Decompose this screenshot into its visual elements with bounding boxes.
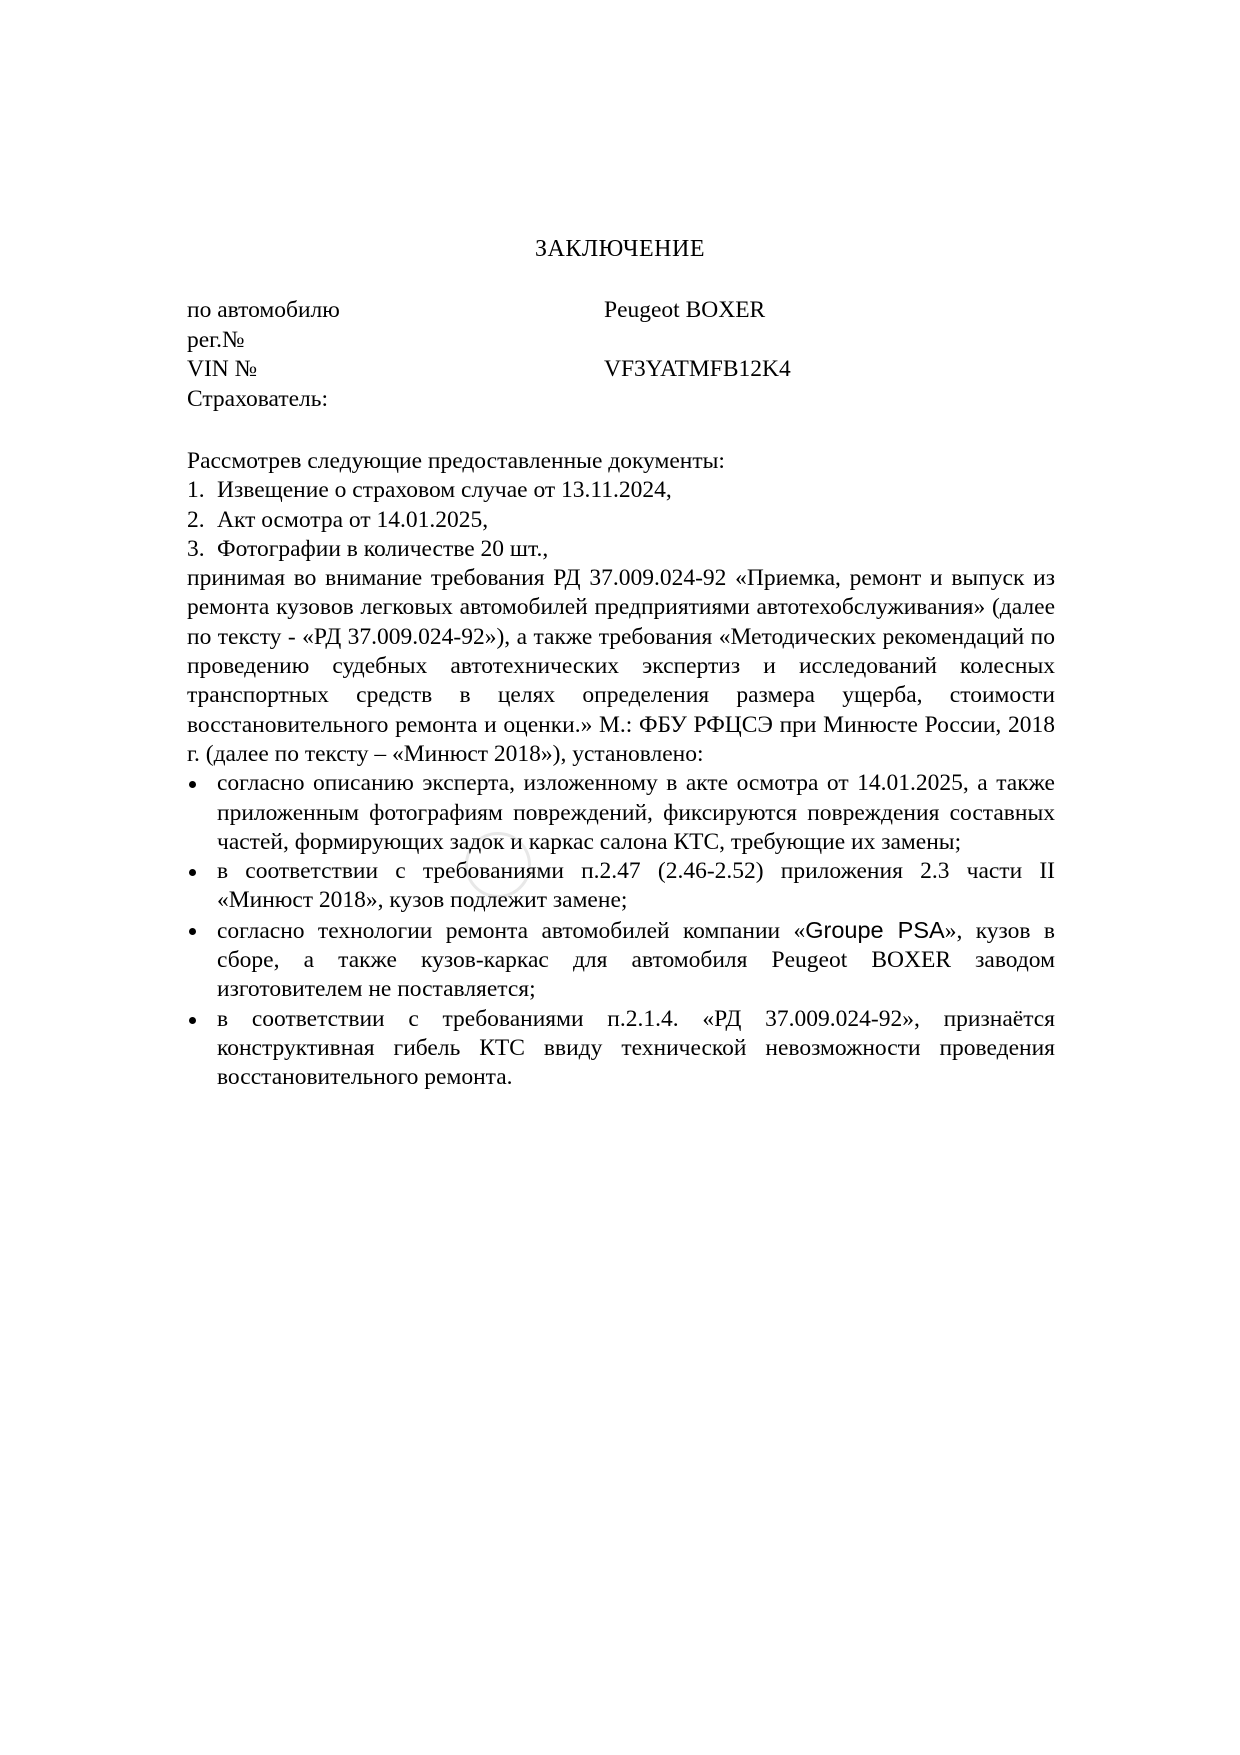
list-item bbox=[187, 1005, 1055, 1093]
list-item bbox=[187, 506, 1055, 535]
bullet-icon bbox=[187, 1005, 217, 1093]
documents-list bbox=[187, 476, 1055, 564]
finding-text-part: согласно технологии ремонта автомобилей компании « bbox=[217, 917, 806, 944]
list-item bbox=[187, 535, 1055, 564]
list-item bbox=[187, 769, 1055, 857]
list-item bbox=[187, 916, 1055, 1005]
bullet-icon bbox=[187, 769, 217, 857]
findings-list bbox=[187, 769, 1055, 1092]
meta-row-vin bbox=[187, 355, 791, 385]
meta-label-reg: рег.№ bbox=[187, 326, 245, 353]
document-body bbox=[187, 447, 1055, 1093]
meta-value-vin: VF3YATMFB12K4 bbox=[604, 356, 791, 382]
meta-row-insured bbox=[187, 385, 791, 415]
list-item bbox=[187, 476, 1055, 505]
meta-label-vin: VIN № bbox=[187, 356, 258, 382]
meta-label-vehicle: по автомобилю bbox=[187, 297, 340, 323]
meta-row-reg bbox=[187, 326, 791, 356]
list-item bbox=[187, 857, 1055, 916]
bullet-icon bbox=[187, 857, 217, 916]
finding-text bbox=[217, 916, 1055, 1005]
considering-paragraph: принимая во внимание требования РД 37.009.024-92 «Приемка, ремонт и выпуск из ремонта кузовов легковых автомобилей предприятиями автотехобслуживания» (далее по тексту - «РД 37.009.024-92»), а также требования «Методических рекомендаций по проведению судебных автотехнических экспертиз и исследований колесных транспортных средств в целях определения размера ущерба, стоимости восстановительного ремонта и оценки.» М.: ФБУ РФЦСЭ при Минюсте России, 2018 г. (далее по тексту – «Минюст 2018»), установлено: bbox=[187, 565, 1055, 767]
finding-text: согласно описанию эксперта, изложенному в акте осмотра от 14.01.2025, а также приложенным фотографиям повреждений, фиксируются повреждения составных частей, формирующих задок и каркас салона КТС, требующие их замены; bbox=[217, 770, 1055, 855]
intro-paragraph: Рассмотрев следующие предоставленные документы: bbox=[187, 448, 725, 474]
company-name: Groupe PSA bbox=[805, 916, 945, 943]
list-text: Извещение о страховом случае от 13.11.2024, bbox=[217, 477, 672, 504]
list-number: 3. bbox=[187, 535, 205, 562]
bullet-icon bbox=[187, 916, 217, 1005]
vehicle-info bbox=[187, 296, 791, 414]
finding-text: в соответствии с требованиями п.2.1.4. «РД 37.009.024-92», признаётся конструктивная гибель КТС ввиду технической невозможности проведения восстановительного ремонта. bbox=[217, 1005, 1055, 1091]
document-title: ЗАКЛЮЧЕНИЕ bbox=[535, 236, 705, 262]
list-text: Фотографии в количестве 20 шт., bbox=[217, 535, 549, 562]
list-number: 2. bbox=[187, 506, 205, 533]
list-number: 1. bbox=[187, 477, 205, 504]
meta-label-insured: Страхователь: bbox=[187, 385, 328, 412]
finding-text-part: », кузов в сборе, а также кузов-каркас для автомобиля Peugeot BOXER заводом изготовителем не поставляется; bbox=[217, 917, 1056, 1003]
finding-text: в соответствии с требованиями п.2.47 (2.46-2.52) приложения 2.3 части II «Минюст 2018», кузов подлежит замене; bbox=[217, 858, 1055, 914]
list-text: Акт осмотра от 14.01.2025, bbox=[217, 506, 489, 533]
meta-row-vehicle bbox=[187, 296, 791, 326]
meta-value-vehicle: Peugeot BOXER bbox=[604, 297, 766, 323]
